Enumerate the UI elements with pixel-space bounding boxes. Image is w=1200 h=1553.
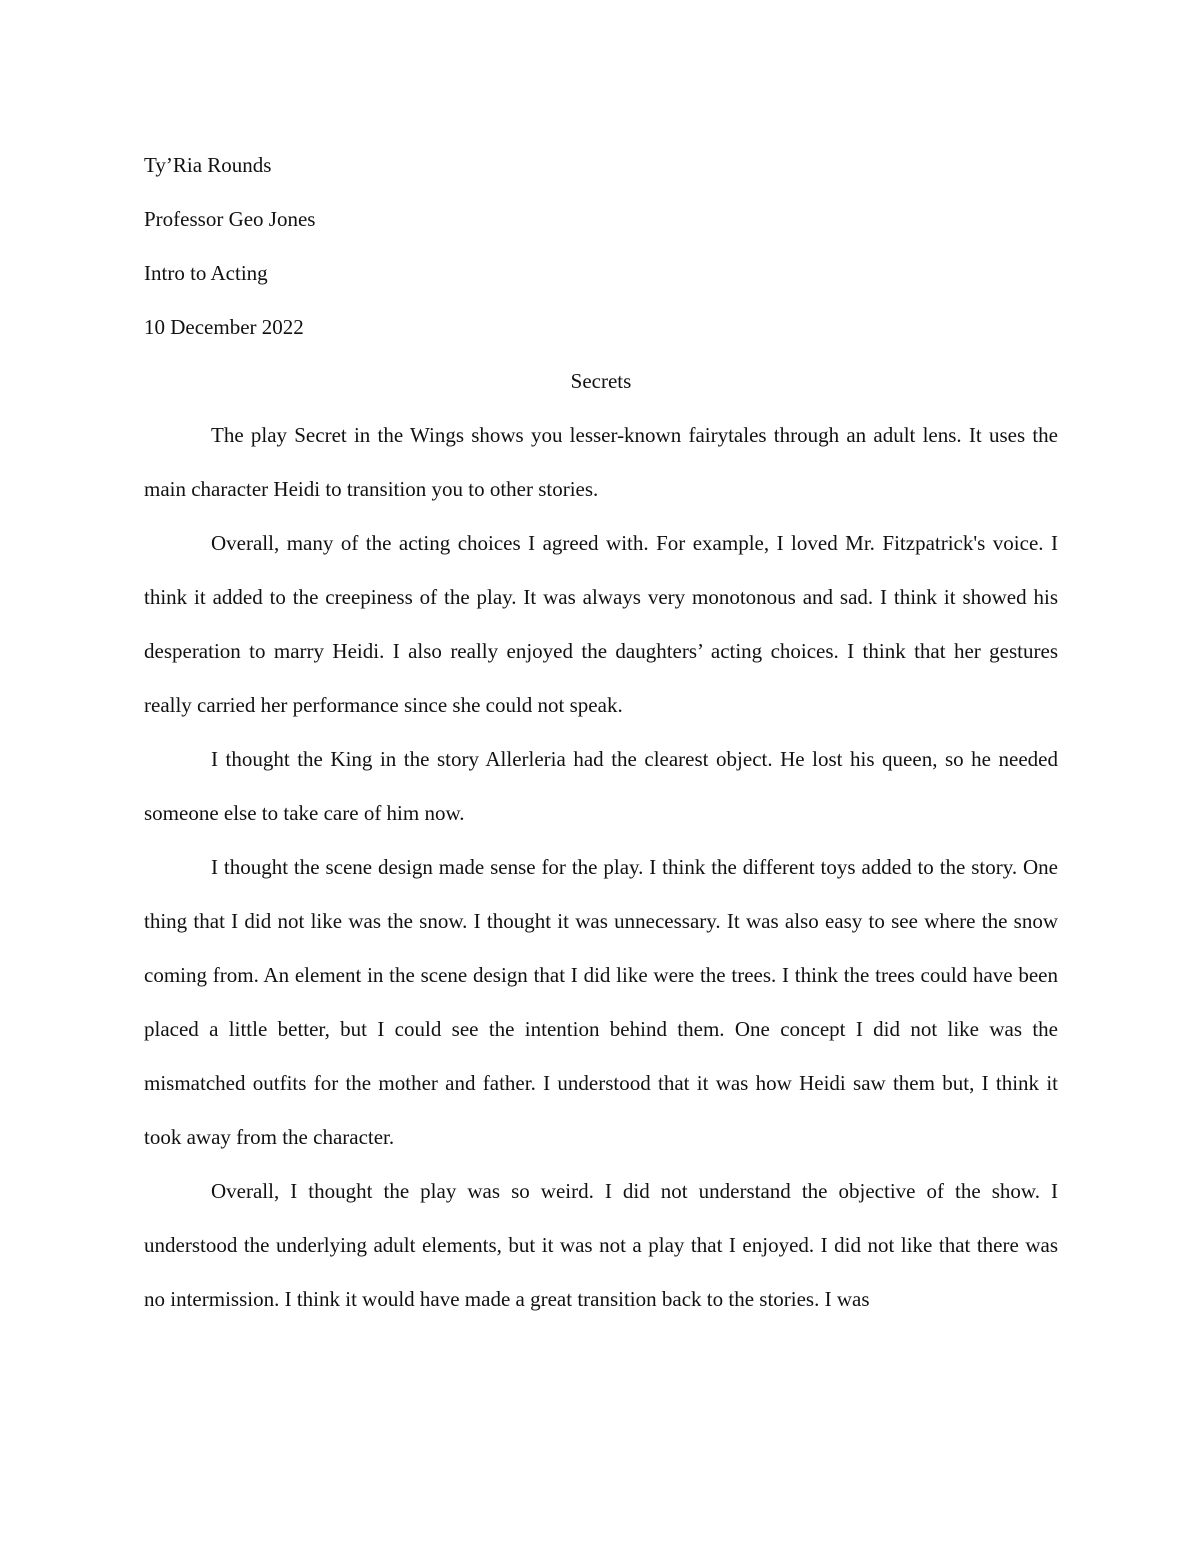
paragraph-4: I thought the scene design made sense for the play. I think the different toys added to the story. One thing that I did not like was the snow. I thought it was unnecessary. It was also easy to see where the snow coming from. An element in the scene design that I did like were the trees. I think the trees could have been placed a little better, but I could see the intention behind them. One concept I did not like was the mismatched outfits for the mother and father. I understood that it was how Heidi saw them but, I think it took away from the character. [144, 855, 1058, 1149]
document-title: Secrets [570, 369, 632, 393]
professor-name: Professor Geo Jones [144, 207, 316, 231]
document-body [144, 138, 1058, 1326]
course-name: Intro to Acting [144, 261, 268, 285]
student-name: Ty’Ria Rounds [144, 153, 272, 177]
paragraph-1: The play Secret in the Wings shows you lesser-known fairytales through an adult lens. It uses the main character Heidi to transition you to other stories. [144, 423, 1058, 501]
document-date: 10 December 2022 [144, 315, 304, 339]
paragraph-2: Overall, many of the acting choices I agreed with. For example, I loved Mr. Fitzpatrick's voice. I think it added to the creepiness of the play. It was always very monotonous and sad. I think it showed his desperation to marry Heidi. I also really enjoyed the daughters’ acting choices. I think that her gestures really carried her performance since she could not speak. [144, 531, 1058, 717]
paragraph-5: Overall, I thought the play was so weird. I did not understand the objective of the show. I understood the underlying adult elements, but it was not a play that I enjoyed. I did not like that there was no intermission. I think it would have made a great transition back to the stories. I was [144, 1179, 1058, 1311]
paragraph-3: I thought the King in the story Allerleria had the clearest object. He lost his queen, so he needed someone else to take care of him now. [144, 747, 1058, 825]
